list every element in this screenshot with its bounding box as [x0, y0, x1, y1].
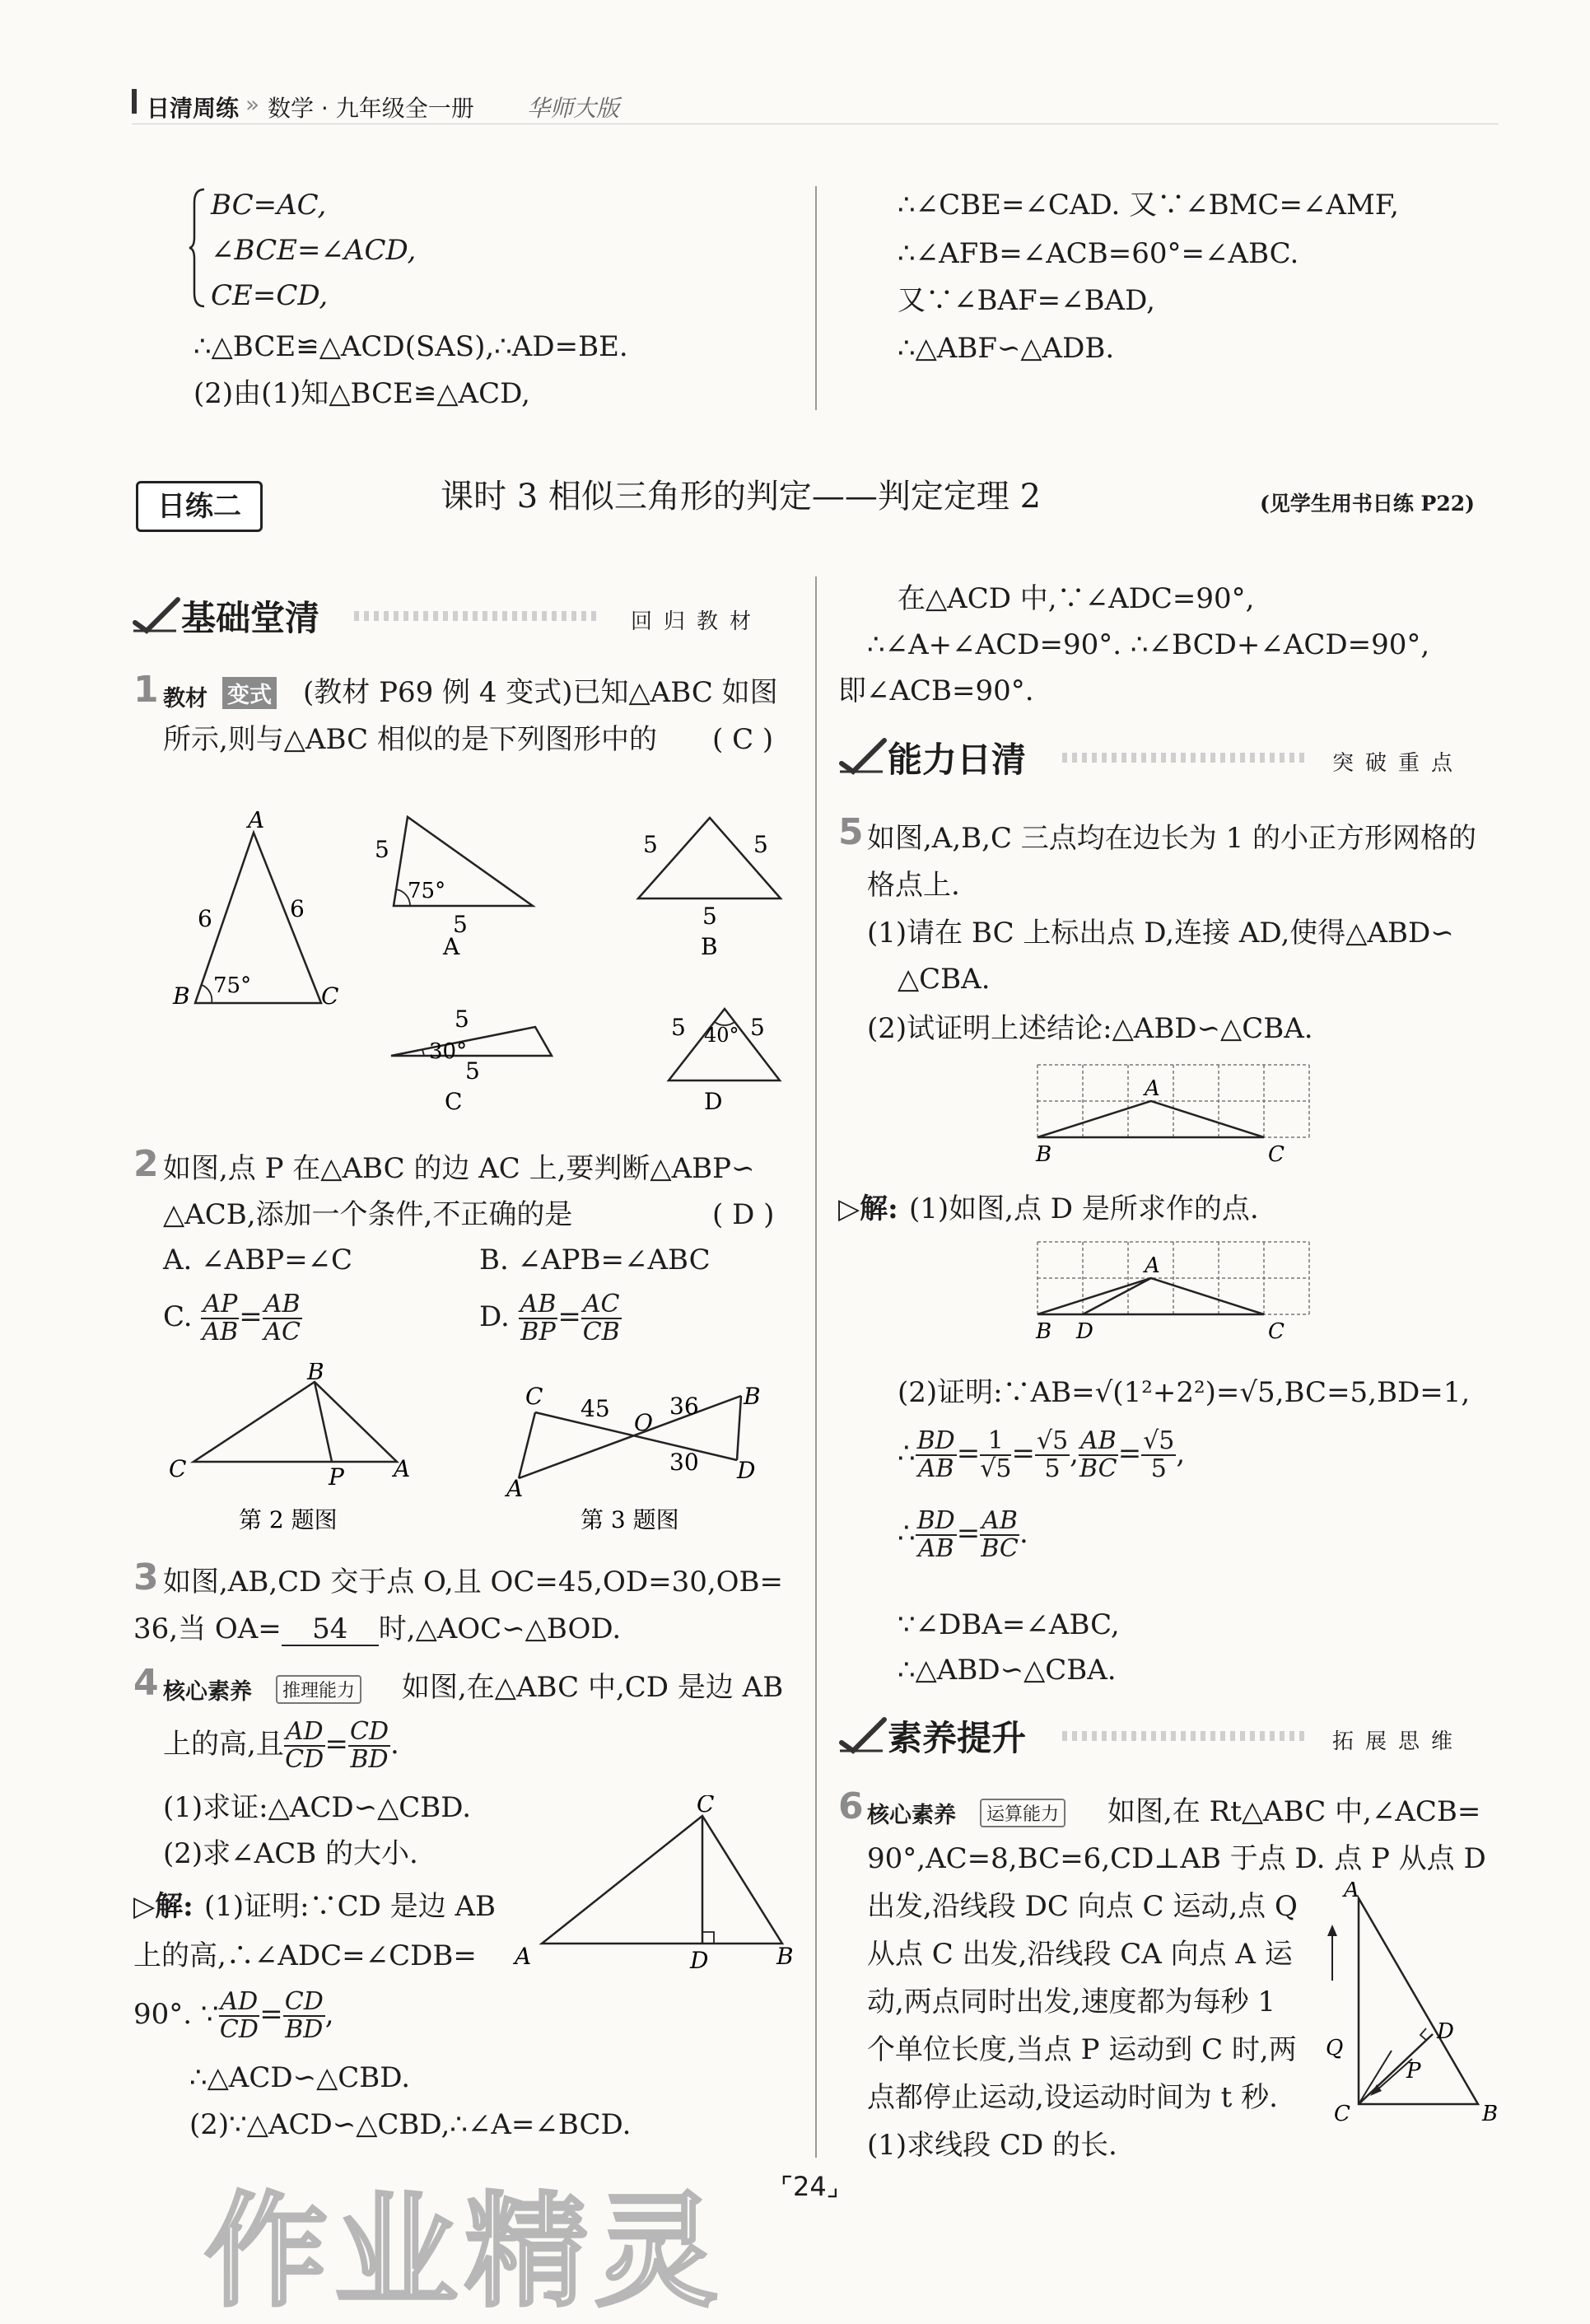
q6-tag-ability: 运算能力	[980, 1799, 1065, 1827]
right-cont-line-1: 在△ACD 中,∵∠ADC=90°,	[898, 582, 1255, 615]
q1-main-side-right: 6	[290, 895, 305, 922]
lesson-title: 课时 3 相似三角形的判定——判定定理 2	[441, 478, 1042, 516]
top-column-divider	[815, 186, 817, 410]
header-bar-mark	[132, 89, 137, 114]
q4-line-1: 如图,在△ABC 中,CD 是边 AB	[402, 1671, 784, 1704]
pen-check-icon	[132, 595, 181, 634]
brace-line-3: CE=CD,	[211, 279, 329, 312]
q5-solution-2: (2)证明:∵AB=√(1²+2²)=√5,BC=5,BD=1,	[898, 1376, 1471, 1409]
section-ability-tag: 突破重点	[1332, 751, 1465, 776]
q3-line-2	[133, 1610, 621, 1648]
q1-answer: ( C )	[712, 723, 774, 756]
q1-option-a-triangle	[375, 817, 533, 960]
q6-fig-c: C	[1334, 2102, 1350, 2126]
brace-line-1: BC=AC,	[211, 189, 327, 222]
q2-option-d-frac-1: $\frac{AB}{BP}$	[520, 1290, 557, 1346]
q6-line-4: 从点 C 出发,沿线段 CA 向点 A 运	[867, 1938, 1293, 1971]
q1-option-b-side-2: 5	[753, 831, 768, 858]
q6-fig-b: B	[1482, 2102, 1499, 2126]
header-arrow-icon: »	[245, 91, 260, 118]
q1-option-d-triangle	[669, 1009, 780, 1115]
q1-option-b-label: B	[701, 933, 718, 960]
q5-solution-grid-figure	[1029, 1235, 1326, 1351]
header-brand: 日清周练	[147, 95, 240, 122]
q1-option-c-side-1: 5	[455, 1006, 469, 1033]
q1-main-vertex-a: A	[248, 811, 265, 833]
q1-option-d-angle: 40°	[704, 1024, 739, 1047]
q1-option-d-label: D	[704, 1088, 723, 1115]
q3-fig-ob: 36	[669, 1393, 699, 1420]
q5-solution-4: ∴ $\frac{BD}{AB}$ = $\frac{AB}{BC}$ .	[898, 1506, 1028, 1563]
page-number-value: 24	[793, 2171, 827, 2202]
q5-frac-bd-ab: $\frac{BD}{AB}$	[916, 1426, 955, 1483]
q1-option-c-side-2: 5	[465, 1057, 480, 1085]
q5-grid-c: C	[1268, 1142, 1285, 1167]
q5-grid-a: A	[1145, 1076, 1160, 1101]
q5-solution-6: ∴△ABD∽△CBA.	[898, 1654, 1117, 1687]
top-left-part2: (2)由(1)知△BCE≌△ACD,	[194, 377, 530, 410]
q6-number: 6	[838, 1785, 864, 1827]
right-cont-line-2: ∴∠A+∠ACD=90°. ∴∠BCD+∠ACD=90°,	[867, 628, 1430, 661]
q6-fig-p: P	[1406, 2059, 1421, 2084]
lesson-reference: (见学生用书日练 P22)	[1260, 492, 1475, 516]
q6-line-3: 出发,沿线段 DC 向点 C 运动,点 Q	[867, 1890, 1298, 1923]
q4-solution-4: ∴△ACD∽△CBD.	[189, 2061, 411, 2094]
q4-solution-1: (1)证明:∵CD 是边 AB	[204, 1890, 497, 1923]
q4-solution-3: 90°. ∵ $\frac{AD}{CD}$ = $\frac{CD}{BD}$ ,	[133, 1987, 334, 2044]
q1-option-a-label: A	[443, 933, 460, 960]
q3-fig-a: A	[506, 1475, 524, 1502]
q2-answer: ( D )	[712, 1198, 775, 1231]
q5-part-2: (2)试证明上述结论:△ABD∽△CBA.	[867, 1012, 1313, 1045]
q2-option-c: C. $\frac{AP}{AB}$ = $\frac{AB}{AC}$	[163, 1290, 301, 1346]
q1-option-c-triangle	[391, 1006, 552, 1115]
page-number: ⌜24⌟	[781, 2171, 839, 2202]
q4-fig-a: A	[515, 1943, 532, 1970]
q6-line-5: 动,两点同时出发,速度都为每秒 1	[867, 1986, 1276, 2018]
brace-line-2: ∠BCE=∠ACD,	[211, 234, 417, 267]
section-ability-rule	[1062, 753, 1309, 763]
q6-line-2: 90°,AC=8,BC=6,CD⊥AB 于点 D. 点 P 从点 D	[867, 1842, 1486, 1875]
q3-fig-c: C	[525, 1383, 543, 1410]
q4-solution-label: ▷解:	[133, 1890, 194, 1923]
q5-frac-ab-bc: $\frac{AB}{BC}$	[1079, 1426, 1117, 1483]
top-right-line-3: 又∵∠BAF=∠BAD,	[898, 284, 1155, 317]
q5-sol-grid-c: C	[1268, 1319, 1285, 1344]
q4-solution-frac-1: $\frac{AD}{CD}$	[219, 1987, 259, 2044]
q1-main-vertex-b: B	[173, 982, 190, 1010]
q2-fig-a: A	[394, 1455, 411, 1482]
q6-fig-q: Q	[1326, 2036, 1344, 2060]
header-subject: 数学 · 九年级全一册	[268, 95, 474, 122]
section-quality-rule	[1062, 1731, 1309, 1741]
q2-option-c-frac-1: $\frac{AP}{AB}$	[202, 1290, 239, 1346]
q5-sol-grid-d: D	[1076, 1319, 1093, 1344]
section-quality-title: 素养提升	[888, 1718, 1027, 1758]
q4-part-1: (1)求证:△ACD∽△CBD.	[163, 1791, 472, 1824]
pen-check-icon	[838, 1715, 888, 1754]
q6-line-6: 个单位长度,当点 P 运动到 C 时,两	[867, 2033, 1297, 2066]
q3-fig-od: 30	[669, 1449, 699, 1476]
q1-main-side-left: 6	[198, 905, 212, 932]
header-edition: 华师大版	[527, 95, 620, 122]
q6-line-1: 如图,在 Rt△ABC 中,∠ACB=	[1107, 1795, 1481, 1828]
q5-frac-root5-5-b: $\frac{√5}{5}$	[1143, 1426, 1175, 1483]
q4-figure	[502, 1795, 815, 1976]
q4-line-2-prefix: 上的高,且	[163, 1728, 284, 1761]
q2-q3-figures	[161, 1363, 786, 1536]
q2-line-2: △ACB,添加一个条件,不正确的是	[163, 1198, 573, 1231]
q1-main-triangle	[172, 811, 338, 1010]
q3-line-2-prefix: 36,当 OA=	[133, 1612, 282, 1645]
q6-line-7: 点都停止运动,设运动时间为 t 秒.	[867, 2081, 1278, 2114]
q3-line-1: 如图,AB,CD 交于点 O,且 OC=45,OD=30,OB=	[163, 1566, 784, 1598]
q4-tag-core: 核心素养	[163, 1679, 252, 1705]
q5-line-1: 如图,A,B,C 三点均在边长为 1 的小正方形网格的	[867, 822, 1477, 855]
section-basic-tag: 回归教材	[631, 609, 763, 634]
q1-option-a-angle: 75°	[408, 879, 446, 903]
q2-fig-c: C	[169, 1455, 187, 1482]
top-left-conclusion: ∴△BCE≌△ACD(SAS),∴AD=BE.	[194, 330, 628, 363]
q4-frac-ad-cd: $\frac{AD}{CD}$	[285, 1717, 324, 1774]
q2-fig-b: B	[307, 1363, 324, 1385]
q2-option-c-frac-2: $\frac{AB}{AC}$	[263, 1290, 301, 1346]
q1-option-b-side-1: 5	[643, 831, 658, 858]
q6-part-1: (1)求线段 CD 的长.	[867, 2129, 1117, 2162]
q5-line-2: 格点上.	[867, 869, 960, 902]
q5-solution-1: (1)如图,点 D 是所求作的点.	[909, 1192, 1259, 1225]
q3-figure	[504, 1383, 761, 1533]
q3-answer-blank: 54	[282, 1613, 379, 1646]
q1-tag-textbook: 教材	[163, 686, 207, 712]
q3-fig-o: O	[634, 1409, 653, 1436]
section-ability-title: 能力日清	[888, 740, 1027, 780]
q1-option-a-side-2: 5	[453, 911, 468, 938]
q1-line-2: 所示,则与△ABC 相似的是下列图形中的	[163, 723, 657, 756]
q3-fig-oc: 45	[581, 1395, 610, 1422]
watermark: 作业精灵	[204, 2181, 725, 2324]
q6-tag-core: 核心素养	[867, 1803, 956, 1828]
q5-solution-3: ∴ $\frac{BD}{AB}$ = $\frac{1}{√5}$ = $\frac{√5}{5}$ , $\frac{AB}{BC}$ = $\frac{√5}{5}$ ,	[898, 1426, 1186, 1483]
q4-frac-cd-bd: $\frac{CD}{BD}$	[350, 1717, 389, 1774]
q5-solution-5: ∵∠DBA=∠ABC,	[898, 1608, 1120, 1641]
q1-main-angle: 75°	[213, 973, 252, 998]
q1-option-b-side-3: 5	[702, 903, 717, 930]
lesson-badge	[136, 481, 263, 532]
q1-option-a-side-1: 5	[375, 836, 389, 863]
section-basic-title: 基础堂清	[181, 598, 320, 638]
q5-frac-ab-bc-2: $\frac{AB}{BC}$	[981, 1506, 1019, 1563]
q2-figure	[169, 1363, 410, 1533]
q6-figure	[1309, 1882, 1507, 2129]
q4-fig-b: B	[776, 1943, 794, 1970]
q3-line-2-suffix: 时,△AOC∽△BOD.	[378, 1612, 622, 1645]
q1-option-c-angle: 30°	[429, 1039, 468, 1064]
q2-option-c-label: C.	[163, 1300, 193, 1333]
section-quality-tag: 拓展思维	[1332, 1729, 1465, 1754]
q4-number: 4	[133, 1662, 159, 1704]
q6-fig-a: A	[1344, 1882, 1359, 1902]
q5-sol-grid-a: A	[1145, 1253, 1160, 1278]
q5-frac-root5-5: $\frac{√5}{5}$	[1036, 1426, 1069, 1483]
q2-option-b: B. ∠APB=∠ABC	[479, 1244, 711, 1276]
q2-fig-caption: 第 2 题图	[239, 1506, 338, 1533]
lesson-badge-label: 日练二	[157, 490, 241, 523]
q1-option-b-triangle	[638, 818, 781, 960]
top-right-line-1: ∴∠CBE=∠CAD. 又∵∠BMC=∠AMF,	[898, 189, 1399, 222]
q5-part-1a: (1)请在 BC 上标出点 D,连接 AD,使得△ABD∽	[867, 917, 1454, 950]
q4-solution-frac-2: $\frac{CD}{BD}$	[284, 1987, 324, 2044]
q3-fig-d: D	[737, 1457, 756, 1484]
q3-number: 3	[133, 1556, 159, 1598]
q1-figure	[161, 811, 811, 1128]
right-cont-line-3: 即∠ACB=90°.	[838, 674, 1034, 707]
main-column-divider	[815, 576, 817, 2158]
q2-fig-p: P	[329, 1463, 344, 1491]
q6-fig-d: D	[1437, 2019, 1454, 2044]
q1-option-c-label: C	[445, 1088, 463, 1115]
q1-line-1: (教材 P69 例 4 变式)已知△ABC 如图	[303, 676, 778, 709]
brace-icon	[188, 186, 207, 310]
q3-fig-caption: 第 3 题图	[581, 1506, 679, 1533]
q4-tag-ability: 推理能力	[276, 1675, 361, 1704]
q4-solution-5: (2)∵△ACD∽△CBD,∴∠A=∠BCD.	[189, 2108, 632, 2141]
q2-line-1: 如图,点 P 在△ABC 的边 AC 上,要判断△ABP∽	[163, 1152, 755, 1185]
q5-number: 5	[838, 811, 864, 853]
q4-solution-2: 上的高,∴∠ADC=∠CDB=	[133, 1939, 477, 1972]
q5-frac-1-root5: $\frac{1}{√5}$	[980, 1426, 1012, 1483]
q5-part-1b: △CBA.	[898, 963, 991, 996]
section-basic-rule	[354, 611, 601, 621]
q1-option-d-side-2: 5	[750, 1014, 765, 1041]
q5-frac-bd-ab-2: $\frac{BD}{AB}$	[916, 1506, 955, 1563]
q4-fig-c: C	[697, 1795, 715, 1818]
q3-fig-b: B	[744, 1383, 761, 1410]
top-right-line-4: ∴△ABF∽△ADB.	[898, 332, 1115, 365]
q1-option-d-side-1: 5	[671, 1014, 686, 1041]
q4-part-2: (2)求∠ACB 的大小.	[163, 1837, 418, 1870]
q5-solution-label: ▷解:	[838, 1192, 898, 1225]
q5-grid-figure	[1029, 1058, 1326, 1174]
q5-grid-b: B	[1036, 1142, 1052, 1167]
q2-number: 2	[133, 1143, 159, 1185]
q2-option-d-frac-2: $\frac{AC}{CB}$	[582, 1290, 620, 1346]
q4-solution-3-prefix: 90°. ∵	[133, 1998, 219, 2031]
q1-number: 1	[133, 669, 159, 711]
q2-option-a: A. ∠ABP=∠C	[163, 1244, 353, 1276]
pen-check-icon	[838, 735, 888, 775]
q5-sol-grid-b: B	[1036, 1319, 1052, 1344]
q1-main-vertex-c: C	[321, 982, 339, 1010]
q1-tag-variant: 变式	[222, 677, 277, 709]
q2-option-d: D. $\frac{AB}{BP}$ = $\frac{AC}{CB}$	[479, 1290, 620, 1346]
q2-option-d-label: D.	[479, 1300, 510, 1333]
q4-line-2: 上的高,且 $\frac{AD}{CD}$ = $\frac{CD}{BD}$ .	[163, 1717, 399, 1774]
q4-fig-d: D	[690, 1947, 709, 1974]
top-right-line-2: ∴∠AFB=∠ACB=60°=∠ABC.	[898, 237, 1299, 270]
